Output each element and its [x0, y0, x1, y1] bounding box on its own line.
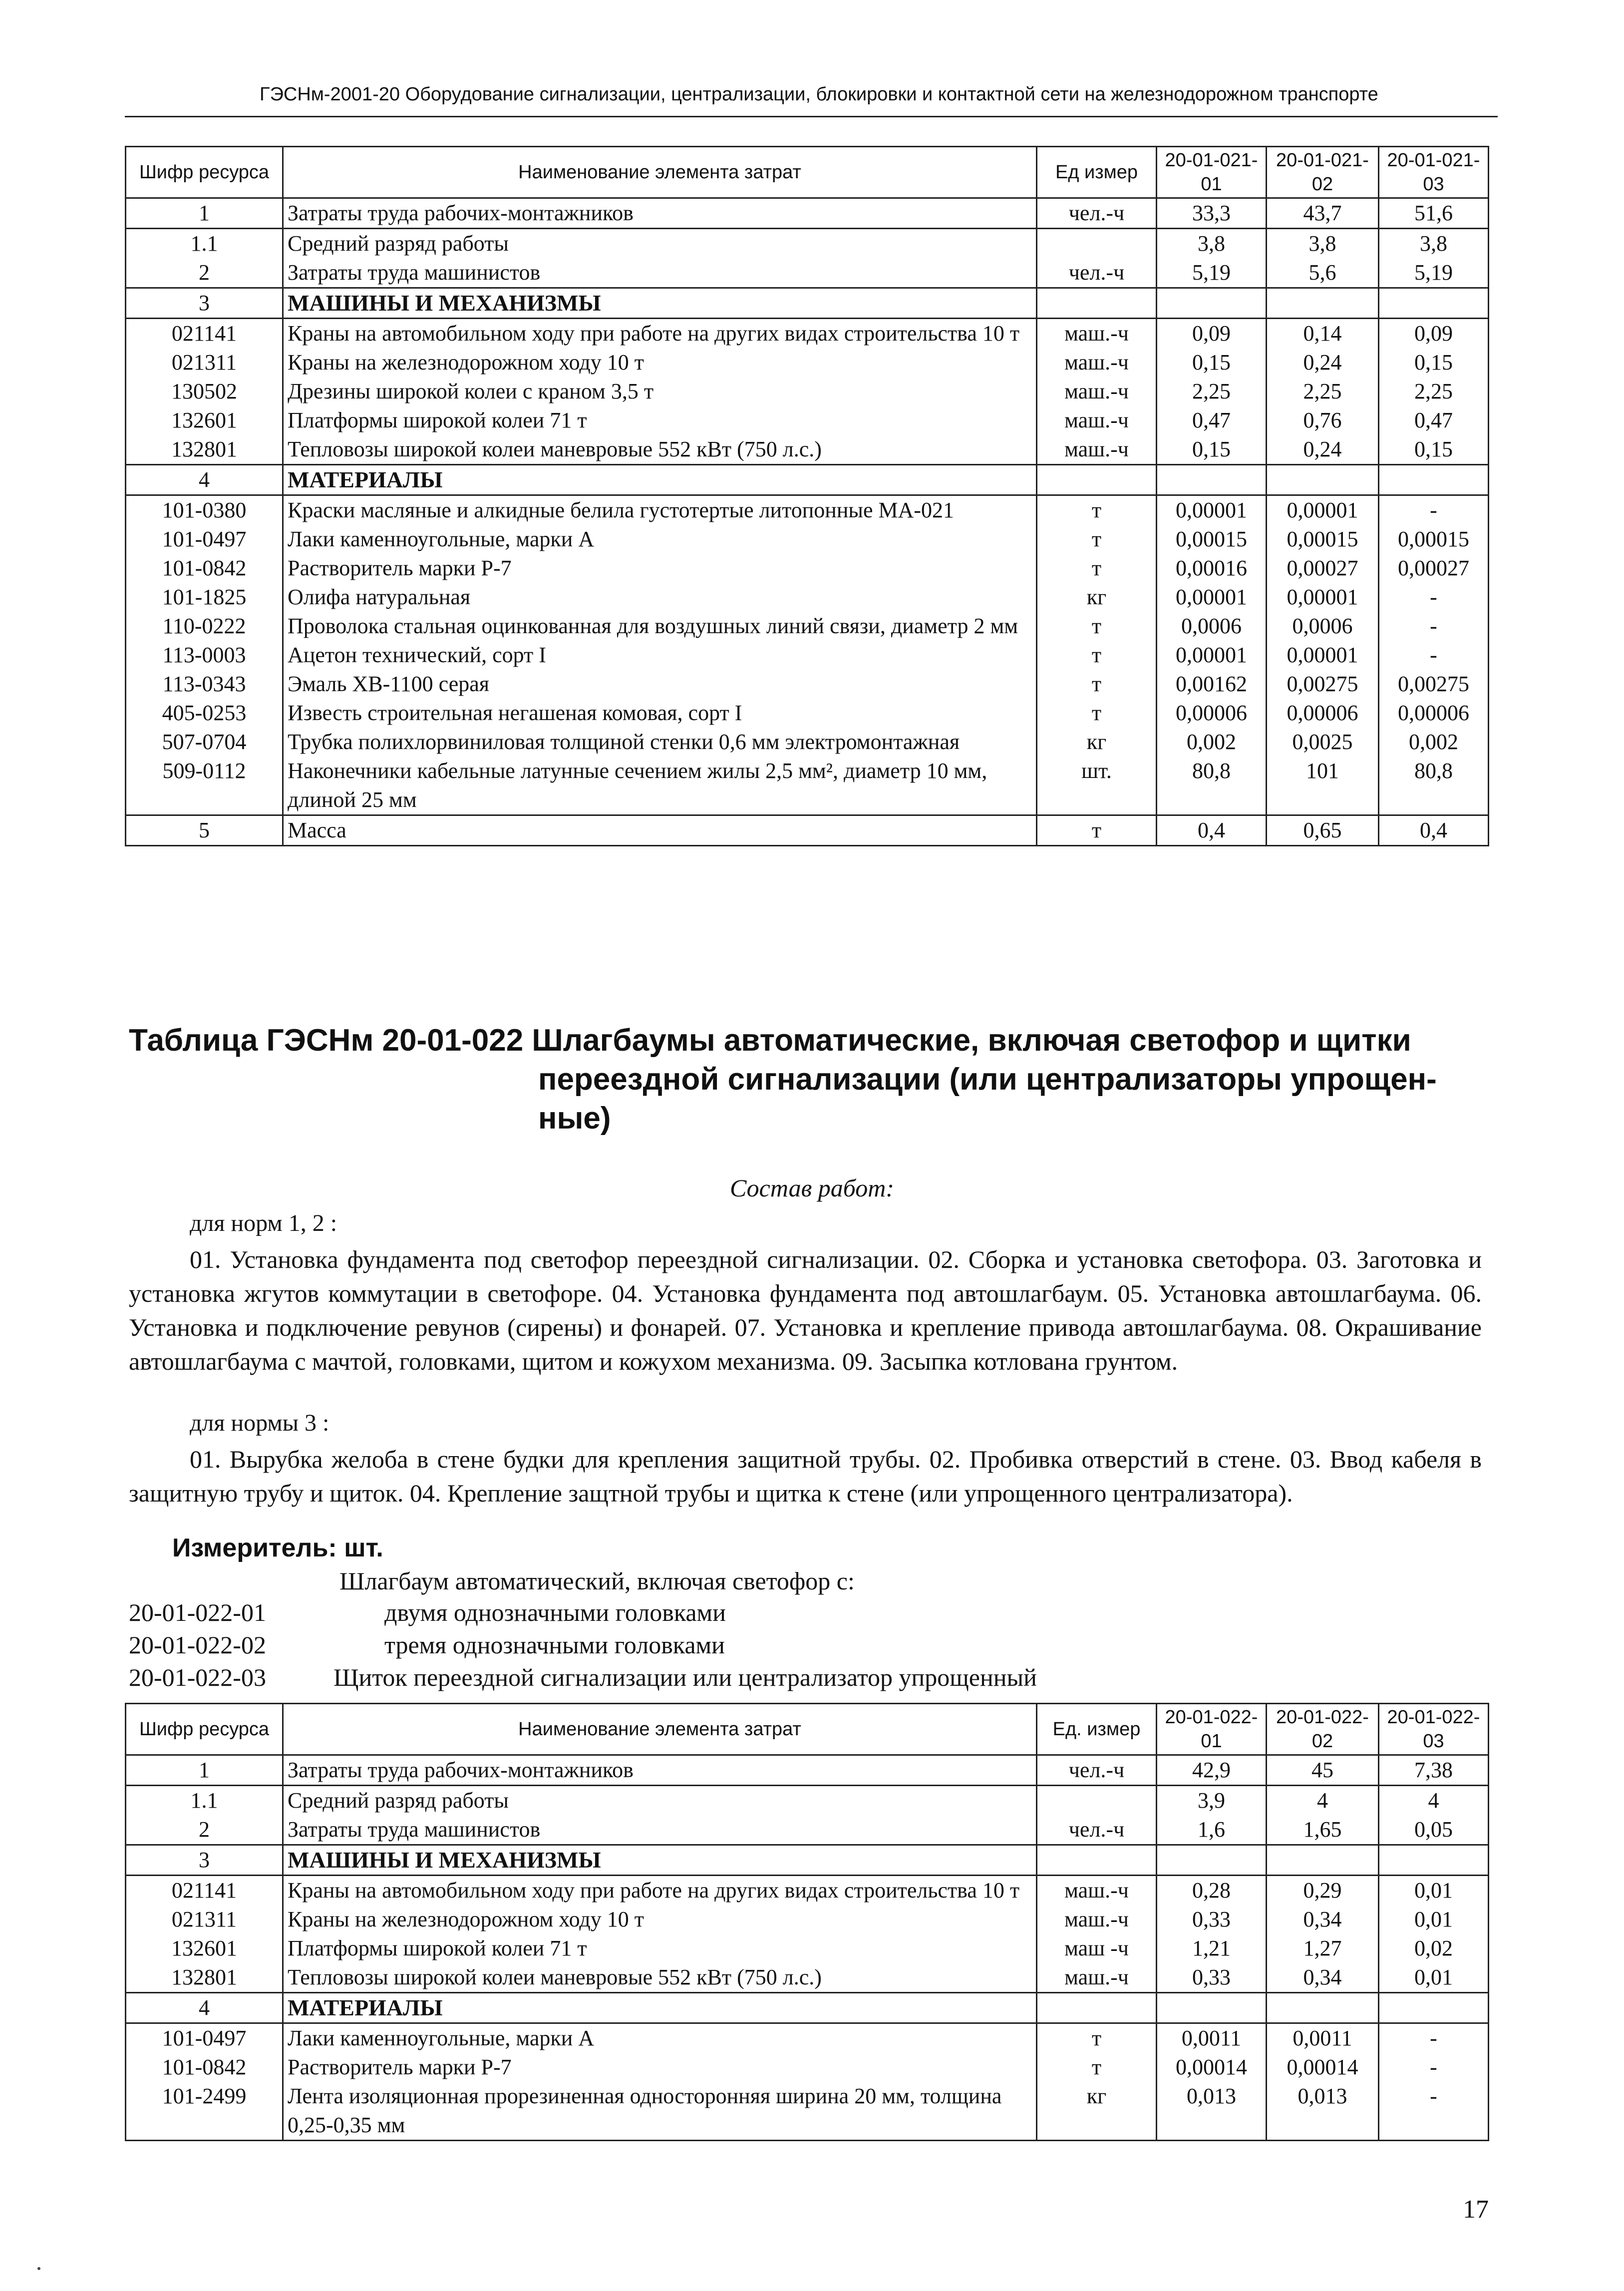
unit-cell: т: [1037, 495, 1157, 525]
unit-cell: т: [1037, 2053, 1157, 2082]
variant-row: [129, 1630, 725, 1659]
norm-3-value: [1379, 288, 1489, 319]
norm-1-value: 0,28: [1157, 1876, 1267, 1906]
norm-1-value: 0,00015: [1157, 525, 1267, 554]
resource-code: 1.1: [126, 1786, 283, 1816]
resource-name: МАТЕРИАЛЫ: [283, 1993, 1037, 2023]
resource-name: Затраты труда машинистов: [283, 258, 1037, 288]
resource-code: 101-2499: [126, 2082, 283, 2141]
norm-1-value: 3,9: [1157, 1786, 1267, 1816]
header-norm-1: 20-01-021-01: [1157, 147, 1267, 198]
norm-2-value: 0,24: [1267, 348, 1379, 377]
unit-cell: т: [1037, 612, 1157, 641]
page-number: 17: [1463, 2195, 1489, 2224]
norm-1-value: 0,00006: [1157, 699, 1267, 728]
unit-cell: маш.-ч: [1037, 319, 1157, 349]
resource-code: 021141: [126, 1876, 283, 1906]
norm-2-value: 0,0006: [1267, 612, 1379, 641]
unit-cell: т: [1037, 2023, 1157, 2053]
norm-1-value: 33,3: [1157, 198, 1267, 229]
resource-code: 4: [126, 1993, 283, 2023]
norm-2-value: 0,00015: [1267, 525, 1379, 554]
resource-name: Лаки каменноугольные, марки А: [283, 525, 1037, 554]
norm-1-value: 42,9: [1157, 1755, 1267, 1786]
norm-3-value: 0,00015: [1379, 525, 1489, 554]
norm-2-value: [1267, 465, 1379, 495]
variant-name: двумя однозначными головками: [384, 1598, 726, 1626]
norm-2-value: 1,65: [1267, 1815, 1379, 1845]
variant-code: 20-01-022-02: [129, 1631, 266, 1659]
resource-code: 1: [126, 1755, 283, 1786]
table-row: [126, 641, 1489, 670]
resource-code: 101-0842: [126, 554, 283, 583]
label-norm-3: для нормы 3 :: [190, 1410, 329, 1436]
resource-name: Средний разряд работы: [283, 229, 1037, 259]
norm-2-value: 4: [1267, 1786, 1379, 1816]
norm-1-value: [1157, 1993, 1267, 2023]
norm-1-value: 0,00014: [1157, 2053, 1267, 2082]
resource-code: 113-0343: [126, 670, 283, 699]
norm-1-value: 0,00001: [1157, 495, 1267, 525]
norm-1-value: [1157, 1845, 1267, 1876]
resource-code: 132601: [126, 1934, 283, 1963]
norm-2-value: [1267, 1993, 1379, 2023]
resource-name: Краски масляные и алкидные белила густотертые литопонные МА-021: [283, 495, 1037, 525]
variants-intro: Шлагбаум автоматический, включая светофор с:: [339, 1567, 855, 1595]
norm-3-value: -: [1379, 612, 1489, 641]
resource-code: 1.1: [126, 229, 283, 259]
table-header-row: [126, 147, 1489, 198]
resource-code: 021141: [126, 319, 283, 349]
norm-2-value: [1267, 1845, 1379, 1876]
resource-name: МАШИНЫ И МЕХАНИЗМЫ: [283, 288, 1037, 319]
norm-2-value: 1,27: [1267, 1934, 1379, 1963]
norm-2-value: 0,00001: [1267, 495, 1379, 525]
resource-name: Растворитель марки Р-7: [283, 554, 1037, 583]
norm-3-value: -: [1379, 583, 1489, 612]
resource-name: Тепловозы широкой колеи маневровые 552 кВт (750 л.с.): [283, 1963, 1037, 1993]
table-row: [126, 815, 1489, 846]
meter-unit: Измеритель: шт.: [172, 1533, 383, 1562]
table-row: [126, 229, 1489, 259]
resource-code: 132601: [126, 406, 283, 435]
table-row: [126, 1963, 1489, 1993]
norm-3-value: [1379, 1845, 1489, 1876]
norm-1-value: [1157, 288, 1267, 319]
resource-code: 509-0112: [126, 757, 283, 815]
table-title: [129, 1021, 1502, 1138]
resource-code: 101-0497: [126, 525, 283, 554]
norm-3-value: -: [1379, 2082, 1489, 2141]
norm-1-value: 0,09: [1157, 319, 1267, 349]
norm-3-value: 0,05: [1379, 1815, 1489, 1845]
table-row: [126, 670, 1489, 699]
resource-code: 021311: [126, 348, 283, 377]
resource-code: 021311: [126, 1905, 283, 1934]
norm-2-value: 101: [1267, 757, 1379, 815]
norm-3-value: [1379, 1993, 1489, 2023]
norm-3-value: 0,00006: [1379, 699, 1489, 728]
resource-name: Известь строительная негашеная комовая, сорт I: [283, 699, 1037, 728]
scan-mark: [37, 2267, 40, 2270]
resource-name: МАШИНЫ И МЕХАНИЗМЫ: [283, 1845, 1037, 1876]
header-norm-2: 20-01-021-02: [1267, 147, 1379, 198]
norm-3-value: 80,8: [1379, 757, 1489, 815]
resource-code: 101-1825: [126, 583, 283, 612]
norm-3-value: -: [1379, 2023, 1489, 2053]
resource-table-022: [125, 1703, 1489, 2141]
unit-cell: кг: [1037, 2082, 1157, 2141]
header-norm-3: 20-01-021-03: [1379, 147, 1489, 198]
resource-name: Растворитель марки Р-7: [283, 2053, 1037, 2082]
resource-code: 5: [126, 815, 283, 846]
unit-cell: [1037, 288, 1157, 319]
table-row: [126, 1815, 1489, 1845]
norm-2-value: 0,0025: [1267, 728, 1379, 757]
table-row: [126, 2023, 1489, 2053]
unit-cell: маш.-ч: [1037, 406, 1157, 435]
table-row: [126, 435, 1489, 465]
unit-cell: чел.-ч: [1037, 258, 1157, 288]
unit-cell: кг: [1037, 583, 1157, 612]
norm-2-value: 0,0011: [1267, 2023, 1379, 2053]
norm-1-value: 0,00162: [1157, 670, 1267, 699]
section-row: [126, 465, 1489, 495]
table-row: [126, 525, 1489, 554]
unit-cell: чел.-ч: [1037, 1755, 1157, 1786]
unit-cell: т: [1037, 815, 1157, 846]
resource-name: Ацетон технический, сорт I: [283, 641, 1037, 670]
table-row: [126, 258, 1489, 288]
norm-2-value: 3,8: [1267, 229, 1379, 259]
norm-3-value: 5,19: [1379, 258, 1489, 288]
header-code: Шифр ресурса: [126, 1704, 283, 1755]
norm-3-value: 2,25: [1379, 377, 1489, 406]
resource-code: 110-0222: [126, 612, 283, 641]
resource-code: 132801: [126, 1963, 283, 1993]
norm-1-value: 3,8: [1157, 229, 1267, 259]
header-name: Наименование элемента затрат: [283, 1704, 1037, 1755]
unit-cell: т: [1037, 641, 1157, 670]
unit-cell: т: [1037, 554, 1157, 583]
resource-code: 130502: [126, 377, 283, 406]
unit-cell: т: [1037, 525, 1157, 554]
norm-2-value: [1267, 288, 1379, 319]
resource-code: 101-0842: [126, 2053, 283, 2082]
resource-name: Платформы широкой колеи 71 т: [283, 406, 1037, 435]
header-code: Шифр ресурса: [126, 147, 283, 198]
table-row: [126, 1786, 1489, 1816]
norm-2-value: 0,013: [1267, 2082, 1379, 2141]
resource-name: Краны на железнодорожном ходу 10 т: [283, 348, 1037, 377]
norm-2-value: 0,65: [1267, 815, 1379, 846]
table-row: [126, 583, 1489, 612]
resource-code: 3: [126, 1845, 283, 1876]
norm-3-value: 0,15: [1379, 435, 1489, 465]
composition-text-norm-3: 01. Вырубка желоба в стене будки для крепления защитной трубы. 02. Пробивка отверстий в стене. 03. Ввод кабеля в защитную трубу и щиток. 04. Крепление защтной трубы и щитка к стене (или упрощенного централизатора).: [129, 1445, 1482, 1507]
resource-name: Затраты труда рабочих-монтажников: [283, 1755, 1037, 1786]
resource-name: Эмаль ХВ-1100 серая: [283, 670, 1037, 699]
norm-3-value: 0,01: [1379, 1963, 1489, 1993]
norm-2-value: 0,00001: [1267, 583, 1379, 612]
label-norms-1-2: для норм 1, 2 :: [190, 1210, 337, 1236]
norm-3-value: 7,38: [1379, 1755, 1489, 1786]
norm-1-value: 1,21: [1157, 1934, 1267, 1963]
unit-cell: маш.-ч: [1037, 377, 1157, 406]
norm-1-value: 0,002: [1157, 728, 1267, 757]
table-header-row: [126, 1704, 1489, 1755]
resource-code: 101-0497: [126, 2023, 283, 2053]
resource-name: Краны на автомобильном ходу при работе на других видах строительства 10 т: [283, 1876, 1037, 1906]
norm-1-value: 0,33: [1157, 1905, 1267, 1934]
norm-2-value: 0,34: [1267, 1905, 1379, 1934]
header-unit: Ед. измер: [1037, 1704, 1157, 1755]
resource-name: Лента изоляционная прорезиненная односторонняя ширина 20 мм, толщина 0,25-0,35 мм: [283, 2082, 1037, 2141]
header-norm-2: 20-01-022-02: [1267, 1704, 1379, 1755]
norm-3-value: 0,01: [1379, 1905, 1489, 1934]
table-row: [126, 1755, 1489, 1786]
norm-1-value: 0,15: [1157, 348, 1267, 377]
table-row: [126, 1905, 1489, 1934]
unit-cell: [1037, 1845, 1157, 1876]
unit-cell: кг: [1037, 728, 1157, 757]
norm-1-value: [1157, 465, 1267, 495]
table-title-line-2: переездной сигнализации (или централизаторы упрощен-: [538, 1062, 1437, 1097]
resource-code: 101-0380: [126, 495, 283, 525]
resource-code: 2: [126, 258, 283, 288]
resource-name: Платформы широкой колеи 71 т: [283, 1934, 1037, 1963]
resource-code: 113-0003: [126, 641, 283, 670]
unit-cell: [1037, 229, 1157, 259]
norm-2-value: 0,00001: [1267, 641, 1379, 670]
resource-code: 132801: [126, 435, 283, 465]
norm-1-value: 0,013: [1157, 2082, 1267, 2141]
resource-name: Затраты труда рабочих-монтажников: [283, 198, 1037, 229]
unit-cell: маш -ч: [1037, 1934, 1157, 1963]
norm-1-value: 0,33: [1157, 1963, 1267, 1993]
table-row: [126, 699, 1489, 728]
resource-name: Лаки каменноугольные, марки А: [283, 2023, 1037, 2053]
resource-code: 1: [126, 198, 283, 229]
variant-name: Щиток переездной сигнализации или централизатор упрощенный: [333, 1663, 1037, 1691]
variant-code: 20-01-022-01: [129, 1598, 266, 1626]
table-row: [126, 728, 1489, 757]
resource-code: 2: [126, 1815, 283, 1845]
section-row: [126, 288, 1489, 319]
table-row: [126, 612, 1489, 641]
table-row: [126, 2082, 1489, 2141]
norm-2-value: 0,00027: [1267, 554, 1379, 583]
norm-2-value: 43,7: [1267, 198, 1379, 229]
unit-cell: [1037, 1993, 1157, 2023]
composition-text-norms-1-2: 01. Установка фундамента под светофор переездной сигнализации. 02. Сборка и установка светофора. 03. Заготовка и установка жгутов коммутации в светофоре. 04. Установка фундамента под автошлагбаум. 05. Установка автошлагбаума. 06. Установка и подключение ревунов (сирены) и фонарей. 07. Установка и крепление привода автошлагбаума. 08. Окрашивание автошлагбаума с мачтой, головками, щитом и кожухом механизма. 09. Засыпка котлована грунтом.: [129, 1245, 1482, 1375]
unit-cell: маш.-ч: [1037, 435, 1157, 465]
resource-name: МАТЕРИАЛЫ: [283, 465, 1037, 495]
norm-1-value: 5,19: [1157, 258, 1267, 288]
resource-code: 3: [126, 288, 283, 319]
resource-name: Краны на автомобильном ходу при работе на других видах строительства 10 т: [283, 319, 1037, 349]
norm-3-value: 0,002: [1379, 728, 1489, 757]
resource-table-021: [125, 146, 1489, 846]
header-rule: [125, 116, 1498, 117]
unit-cell: маш.-ч: [1037, 1963, 1157, 1993]
norm-2-value: 45: [1267, 1755, 1379, 1786]
norm-3-value: -: [1379, 641, 1489, 670]
resource-code: 405-0253: [126, 699, 283, 728]
variant-name: тремя однозначными головками: [384, 1631, 725, 1659]
header-unit: Ед измер: [1037, 147, 1157, 198]
norm-1-value: 2,25: [1157, 377, 1267, 406]
resource-code: 507-0704: [126, 728, 283, 757]
norm-2-value: 2,25: [1267, 377, 1379, 406]
norm-3-value: 0,01: [1379, 1876, 1489, 1906]
header-norm-1: 20-01-022-01: [1157, 1704, 1267, 1755]
norm-1-value: 0,0011: [1157, 2023, 1267, 2053]
section-row: [126, 1845, 1489, 1876]
norm-3-value: [1379, 465, 1489, 495]
table-row: [126, 554, 1489, 583]
table-title-line-3: ные): [538, 1101, 611, 1136]
norm-1-value: 0,00001: [1157, 583, 1267, 612]
norm-1-value: 0,47: [1157, 406, 1267, 435]
resource-name: Олифа натуральная: [283, 583, 1037, 612]
norm-3-value: 0,00027: [1379, 554, 1489, 583]
resource-name: Масса: [283, 815, 1037, 846]
unit-cell: маш.-ч: [1037, 348, 1157, 377]
table-row: [126, 377, 1489, 406]
variant-row: [129, 1598, 726, 1627]
table-row: [126, 2053, 1489, 2082]
norm-2-value: 0,00014: [1267, 2053, 1379, 2082]
table-row: [126, 348, 1489, 377]
unit-cell: маш.-ч: [1037, 1876, 1157, 1906]
unit-cell: чел.-ч: [1037, 198, 1157, 229]
resource-name: Проволока стальная оцинкованная для воздушных линий связи, диаметр 2 мм: [283, 612, 1037, 641]
norm-2-value: 0,24: [1267, 435, 1379, 465]
resource-name: Тепловозы широкой колеи маневровые 552 кВт (750 л.с.): [283, 435, 1037, 465]
resource-name: Краны на железнодорожном ходу 10 т: [283, 1905, 1037, 1934]
norm-2-value: 0,34: [1267, 1963, 1379, 1993]
table-row: [126, 495, 1489, 525]
unit-cell: т: [1037, 670, 1157, 699]
norm-2-value: 0,00275: [1267, 670, 1379, 699]
unit-cell: [1037, 465, 1157, 495]
norm-2-value: 0,14: [1267, 319, 1379, 349]
table-row: [126, 319, 1489, 349]
norm-1-value: 0,4: [1157, 815, 1267, 846]
norm-3-value: 4: [1379, 1786, 1489, 1816]
running-header: ГЭСНм-2001-20 Оборудование сигнализации, централизации, блокировки и контактной сети на железнодорожном транспорте: [260, 84, 1378, 105]
table-row: [126, 1934, 1489, 1963]
norm-3-value: 3,8: [1379, 229, 1489, 259]
header-name: Наименование элемента затрат: [283, 147, 1037, 198]
norm-3-value: 0,09: [1379, 319, 1489, 349]
table-row: [126, 757, 1489, 815]
norm-1-value: 1,6: [1157, 1815, 1267, 1845]
norm-3-value: 0,02: [1379, 1934, 1489, 1963]
resource-name: Наконечники кабельные латунные сечением жилы 2,5 мм², диаметр 10 мм, длиной 25 мм: [283, 757, 1037, 815]
table-row: [126, 406, 1489, 435]
norm-3-value: 51,6: [1379, 198, 1489, 229]
norm-1-value: 0,00016: [1157, 554, 1267, 583]
norm-2-value: 5,6: [1267, 258, 1379, 288]
composition-heading: Состав работ:: [729, 1174, 895, 1202]
resource-code: 4: [126, 465, 283, 495]
norm-3-value: -: [1379, 2053, 1489, 2082]
resource-name: Средний разряд работы: [283, 1786, 1037, 1816]
norm-3-value: 0,4: [1379, 815, 1489, 846]
header-norm-3: 20-01-022-03: [1379, 1704, 1489, 1755]
norm-3-value: 0,47: [1379, 406, 1489, 435]
section-row: [126, 1993, 1489, 2023]
unit-cell: маш.-ч: [1037, 1905, 1157, 1934]
resource-name: Трубка полихлорвиниловая толщиной стенки 0,6 мм электромонтажная: [283, 728, 1037, 757]
norm-1-value: 0,0006: [1157, 612, 1267, 641]
unit-cell: чел.-ч: [1037, 1815, 1157, 1845]
norm-1-value: 80,8: [1157, 757, 1267, 815]
norm-2-value: 0,29: [1267, 1876, 1379, 1906]
resource-name: Затраты труда машинистов: [283, 1815, 1037, 1845]
table-row: [126, 1876, 1489, 1906]
resource-name: Дрезины широкой колеи с краном 3,5 т: [283, 377, 1037, 406]
norm-3-value: 0,00275: [1379, 670, 1489, 699]
unit-cell: т: [1037, 699, 1157, 728]
unit-cell: шт.: [1037, 757, 1157, 815]
norm-3-value: -: [1379, 495, 1489, 525]
norm-3-value: 0,15: [1379, 348, 1489, 377]
variant-code: 20-01-022-03: [129, 1663, 266, 1691]
unit-cell: [1037, 1786, 1157, 1816]
norm-2-value: 0,76: [1267, 406, 1379, 435]
norm-2-value: 0,00006: [1267, 699, 1379, 728]
variant-row: [129, 1663, 1037, 1692]
norm-1-value: 0,00001: [1157, 641, 1267, 670]
table-title-line-1: Таблица ГЭСНм 20-01-022 Шлагбаумы автоматические, включая светофор и щитки: [129, 1023, 1411, 1058]
table-row: [126, 198, 1489, 229]
norm-1-value: 0,15: [1157, 435, 1267, 465]
